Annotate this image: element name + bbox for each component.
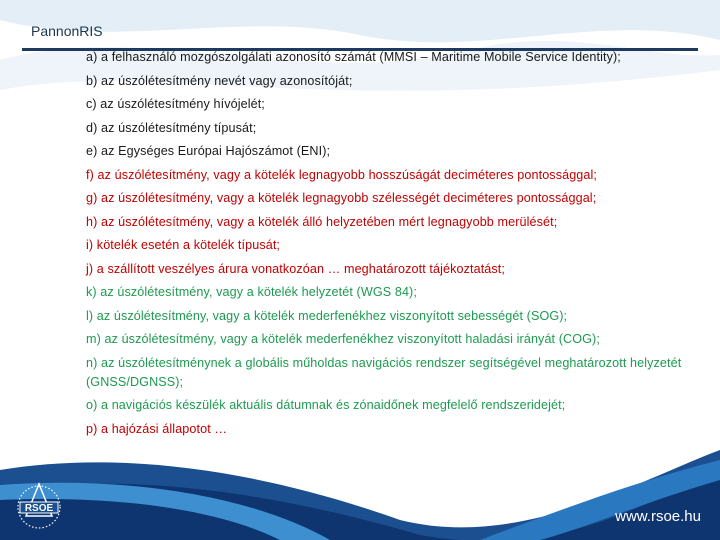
list-item: e) az Egységes Európai Hajószámot (ENI);	[86, 144, 331, 158]
list-item: j) a szállított veszélyes árura vonatkozóan … meghatározott tájékoztatást;	[86, 261, 505, 276]
list-item: p) a hajózási állapotot …	[86, 421, 228, 436]
list-item: a) a felhasználó mozgószolgálati azonosító számát (MMSI – Maritime Mobile Service Identity);	[86, 50, 621, 64]
website-url[interactable]: www.rsoe.hu	[615, 508, 701, 525]
list-item: m) az úszólétesítmény, vagy a kötelék mederfenékhez viszonyított haladási irányát (COG);	[86, 332, 600, 346]
list-item: i) kötelék esetén a kötelék típusát;	[86, 238, 281, 252]
list-item: n) az úszólétesítménynek a globális műholdas navigációs rendszer segítségével meghatározott helyzetét (GNSS/DGNSS);	[86, 355, 682, 389]
list-item: b) az úszólétesítmény nevét vagy azonosítóját;	[86, 73, 353, 88]
list-item: l) az úszólétesítmény, vagy a kötelék mederfenékhez viszonyított sebességét (SOG);	[86, 308, 568, 323]
list-item: h) az úszólétesítmény, vagy a kötelék álló helyzetében mért legnagyobb merülését;	[86, 214, 558, 229]
svg-text:RSOE: RSOE	[24, 503, 54, 514]
list-item: f) az úszólétesítmény, vagy a kötelék legnagyobb hosszúságát deciméteres pontossággal;	[86, 167, 598, 182]
slide-title: PannonRIS	[31, 23, 103, 39]
rsoe-logo	[14, 480, 64, 530]
requirements-list	[86, 48, 686, 443]
list-item: k) az úszólétesítmény, vagy a kötelék helyzetét (WGS 84);	[86, 285, 417, 299]
list-item: g) az úszólétesítmény, vagy a kötelék legnagyobb szélességét deciméteres pontossággal;	[86, 191, 597, 205]
footer-wave-background	[0, 440, 720, 540]
list-item: o) a navigációs készülék aktuális dátumnak és zónaidőnek megfelelő rendszeridejét;	[86, 398, 566, 412]
list-item: d) az úszólétesítmény típusát;	[86, 120, 257, 135]
list-item: c) az úszólétesítmény hívójelét;	[86, 97, 265, 111]
